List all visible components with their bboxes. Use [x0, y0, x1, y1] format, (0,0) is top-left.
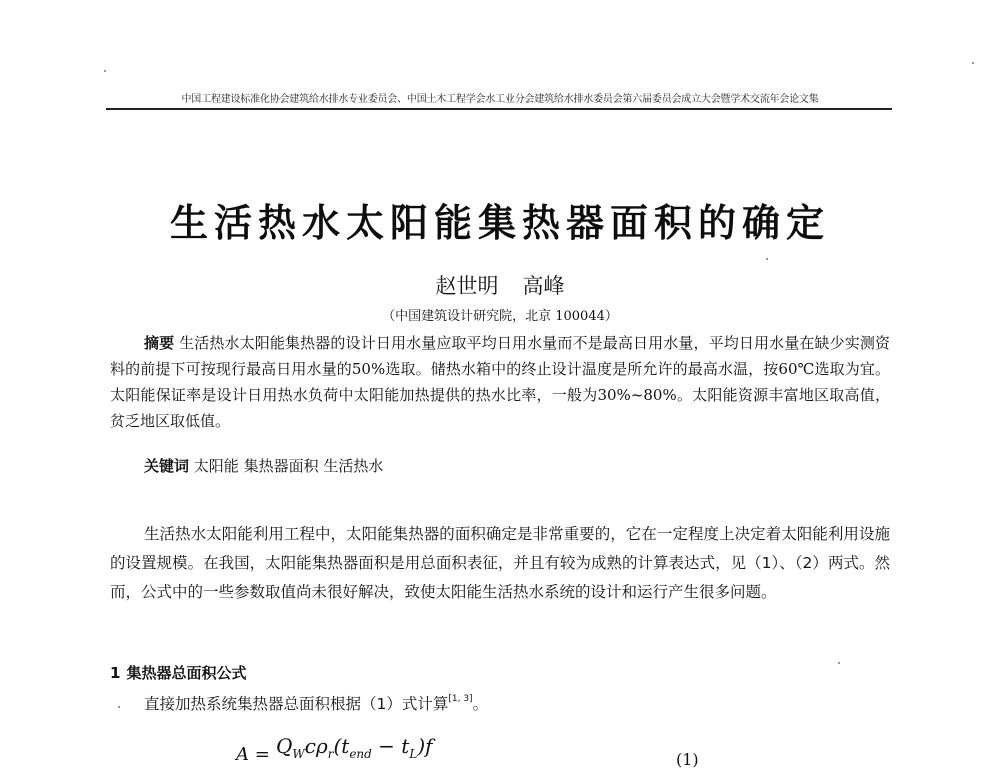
keyword-item: 生活热水: [323, 457, 384, 475]
intro-paragraph: 生活热水太阳能利用工程中，太阳能集热器的面积确定是非常重要的，它在一定程度上决定着太阳能利用设施的设置规模。在我国，太阳能集热器面积是用总面积表征，并且有较为成熟的计算表达式，见（1）、（2）两式。然而，公式中的一些参数取值尚未很好解决，致使太阳能生活热水系统的设计和运行产生很多问题。: [110, 525, 890, 601]
abstract: [110, 330, 890, 434]
keywords-label: 关键词: [144, 457, 190, 475]
author-name: 高峰: [522, 274, 565, 298]
equation-numerator: $Q_Wc\rho_r(t_{end} - t_L)f$: [276, 734, 433, 761]
keywords: [144, 455, 890, 476]
citation-superscript: [1, 3]: [448, 693, 473, 704]
equation-lhs: A =: [236, 744, 270, 765]
scan-speck: [838, 662, 840, 664]
running-header: 中国工程建设标准化协会建筑给水排水专业委员会、中国土木工程学会水工业分会建筑给水排水委员会第六届委员会成立大会暨学术交流年会论文集: [181, 94, 819, 105]
keyword-item: 太阳能: [193, 457, 239, 475]
section-body-text: 直接加热系统集热器总面积根据（1）式计算: [144, 695, 449, 713]
section-number: 1: [110, 664, 121, 682]
section-heading: [110, 662, 246, 683]
scan-speck: [972, 62, 974, 64]
equation-number: (1): [676, 750, 699, 769]
sentence-end: 。: [472, 695, 489, 713]
section-body-line: [144, 692, 488, 714]
author-name: 赵世明: [435, 274, 499, 298]
header-rule: [106, 108, 892, 110]
scan-speck: [766, 258, 768, 260]
author-list: [100, 270, 900, 300]
affiliation: （中国建筑设计研究院，北京 100044）: [382, 309, 618, 324]
abstract-text: 生活热水太阳能集热器的设计日用水量应取平均日用水量而不是最高日用水量，平均日用水量在缺少实测资料的前提下可按现行最高日用水量的50%选取。储热水箱中的终止设计温度是所允许的最高水温，按60℃选取为宜。太阳能保证率是设计日用热水负荷中太阳能加热提供的热水比率，一般为30%~80%。太阳能资源丰富地区取高值，贫乏地区取低值。: [110, 334, 890, 430]
scan-speck: [104, 70, 106, 72]
abstract-label: 摘要: [144, 334, 175, 352]
keyword-item: 集热器面积: [243, 457, 319, 475]
paper-title: 生活热水太阳能集热器面积的确定: [169, 200, 830, 245]
section-title: 集热器总面积公式: [126, 664, 247, 682]
scan-speck: [118, 706, 120, 708]
